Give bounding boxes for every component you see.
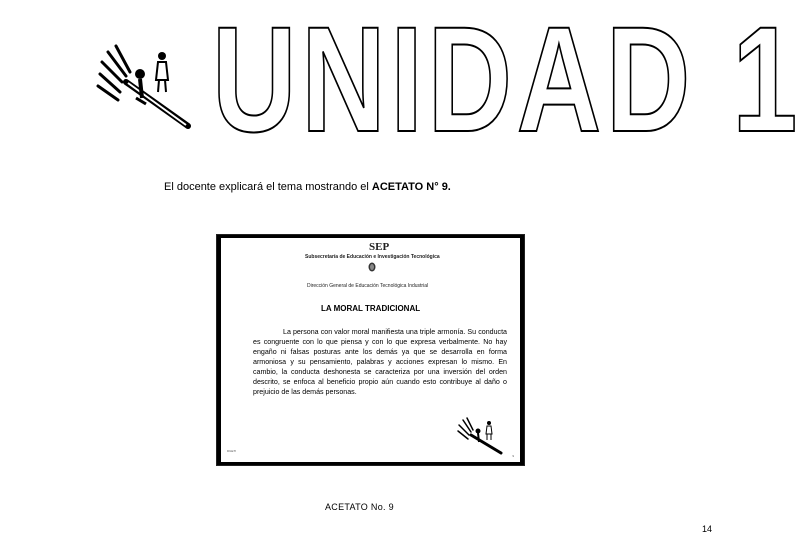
intro-text bbox=[164, 181, 451, 193]
intro-emphasis: ACETATO N° 9. bbox=[371, 181, 451, 193]
intro-sentence: El docente explicará el tema mostrando el bbox=[164, 181, 369, 193]
sep-logo: SEP bbox=[369, 241, 390, 253]
figures-seesaw-logo-icon bbox=[96, 42, 196, 130]
seal-icon bbox=[368, 262, 376, 272]
transparency-slide bbox=[216, 234, 525, 466]
slide-subsecretaria: Subsecretaría de Educación e Investigación Tecnológica bbox=[305, 254, 440, 260]
slide-title: LA MORAL TRADICIONAL bbox=[321, 304, 421, 313]
slide-caption: ACETATO No. 9 bbox=[325, 502, 394, 512]
slide-footer-left: DGETI bbox=[227, 449, 237, 453]
figures-seesaw-small-icon bbox=[457, 417, 505, 455]
slide-body-text: La persona con valor moral manifiesta una triple armonía. Su conducta es congruente con lo que piensa y con lo que expresa verbalmente. No hay engaño ni falsas posturas ante los demás ya que se desarrolla en forma armoniosa y su pensamiento, palabras y acciones expresan lo mismo. En cambio, la conducta deshonesta se caracteriza por una inversión del orden descrito, se enfoca al beneficio propio aún cuando esto contribuye al daño o prejuicio de las demás personas. bbox=[253, 328, 507, 396]
slide-direccion: Dirección General de Educación Tecnológica Industrial bbox=[307, 283, 429, 289]
slide-content bbox=[221, 238, 520, 462]
page-number: 14 bbox=[701, 524, 712, 534]
page-title: UNIDAD 1 bbox=[212, 0, 802, 163]
slide-footer-right: 9 bbox=[512, 454, 514, 458]
